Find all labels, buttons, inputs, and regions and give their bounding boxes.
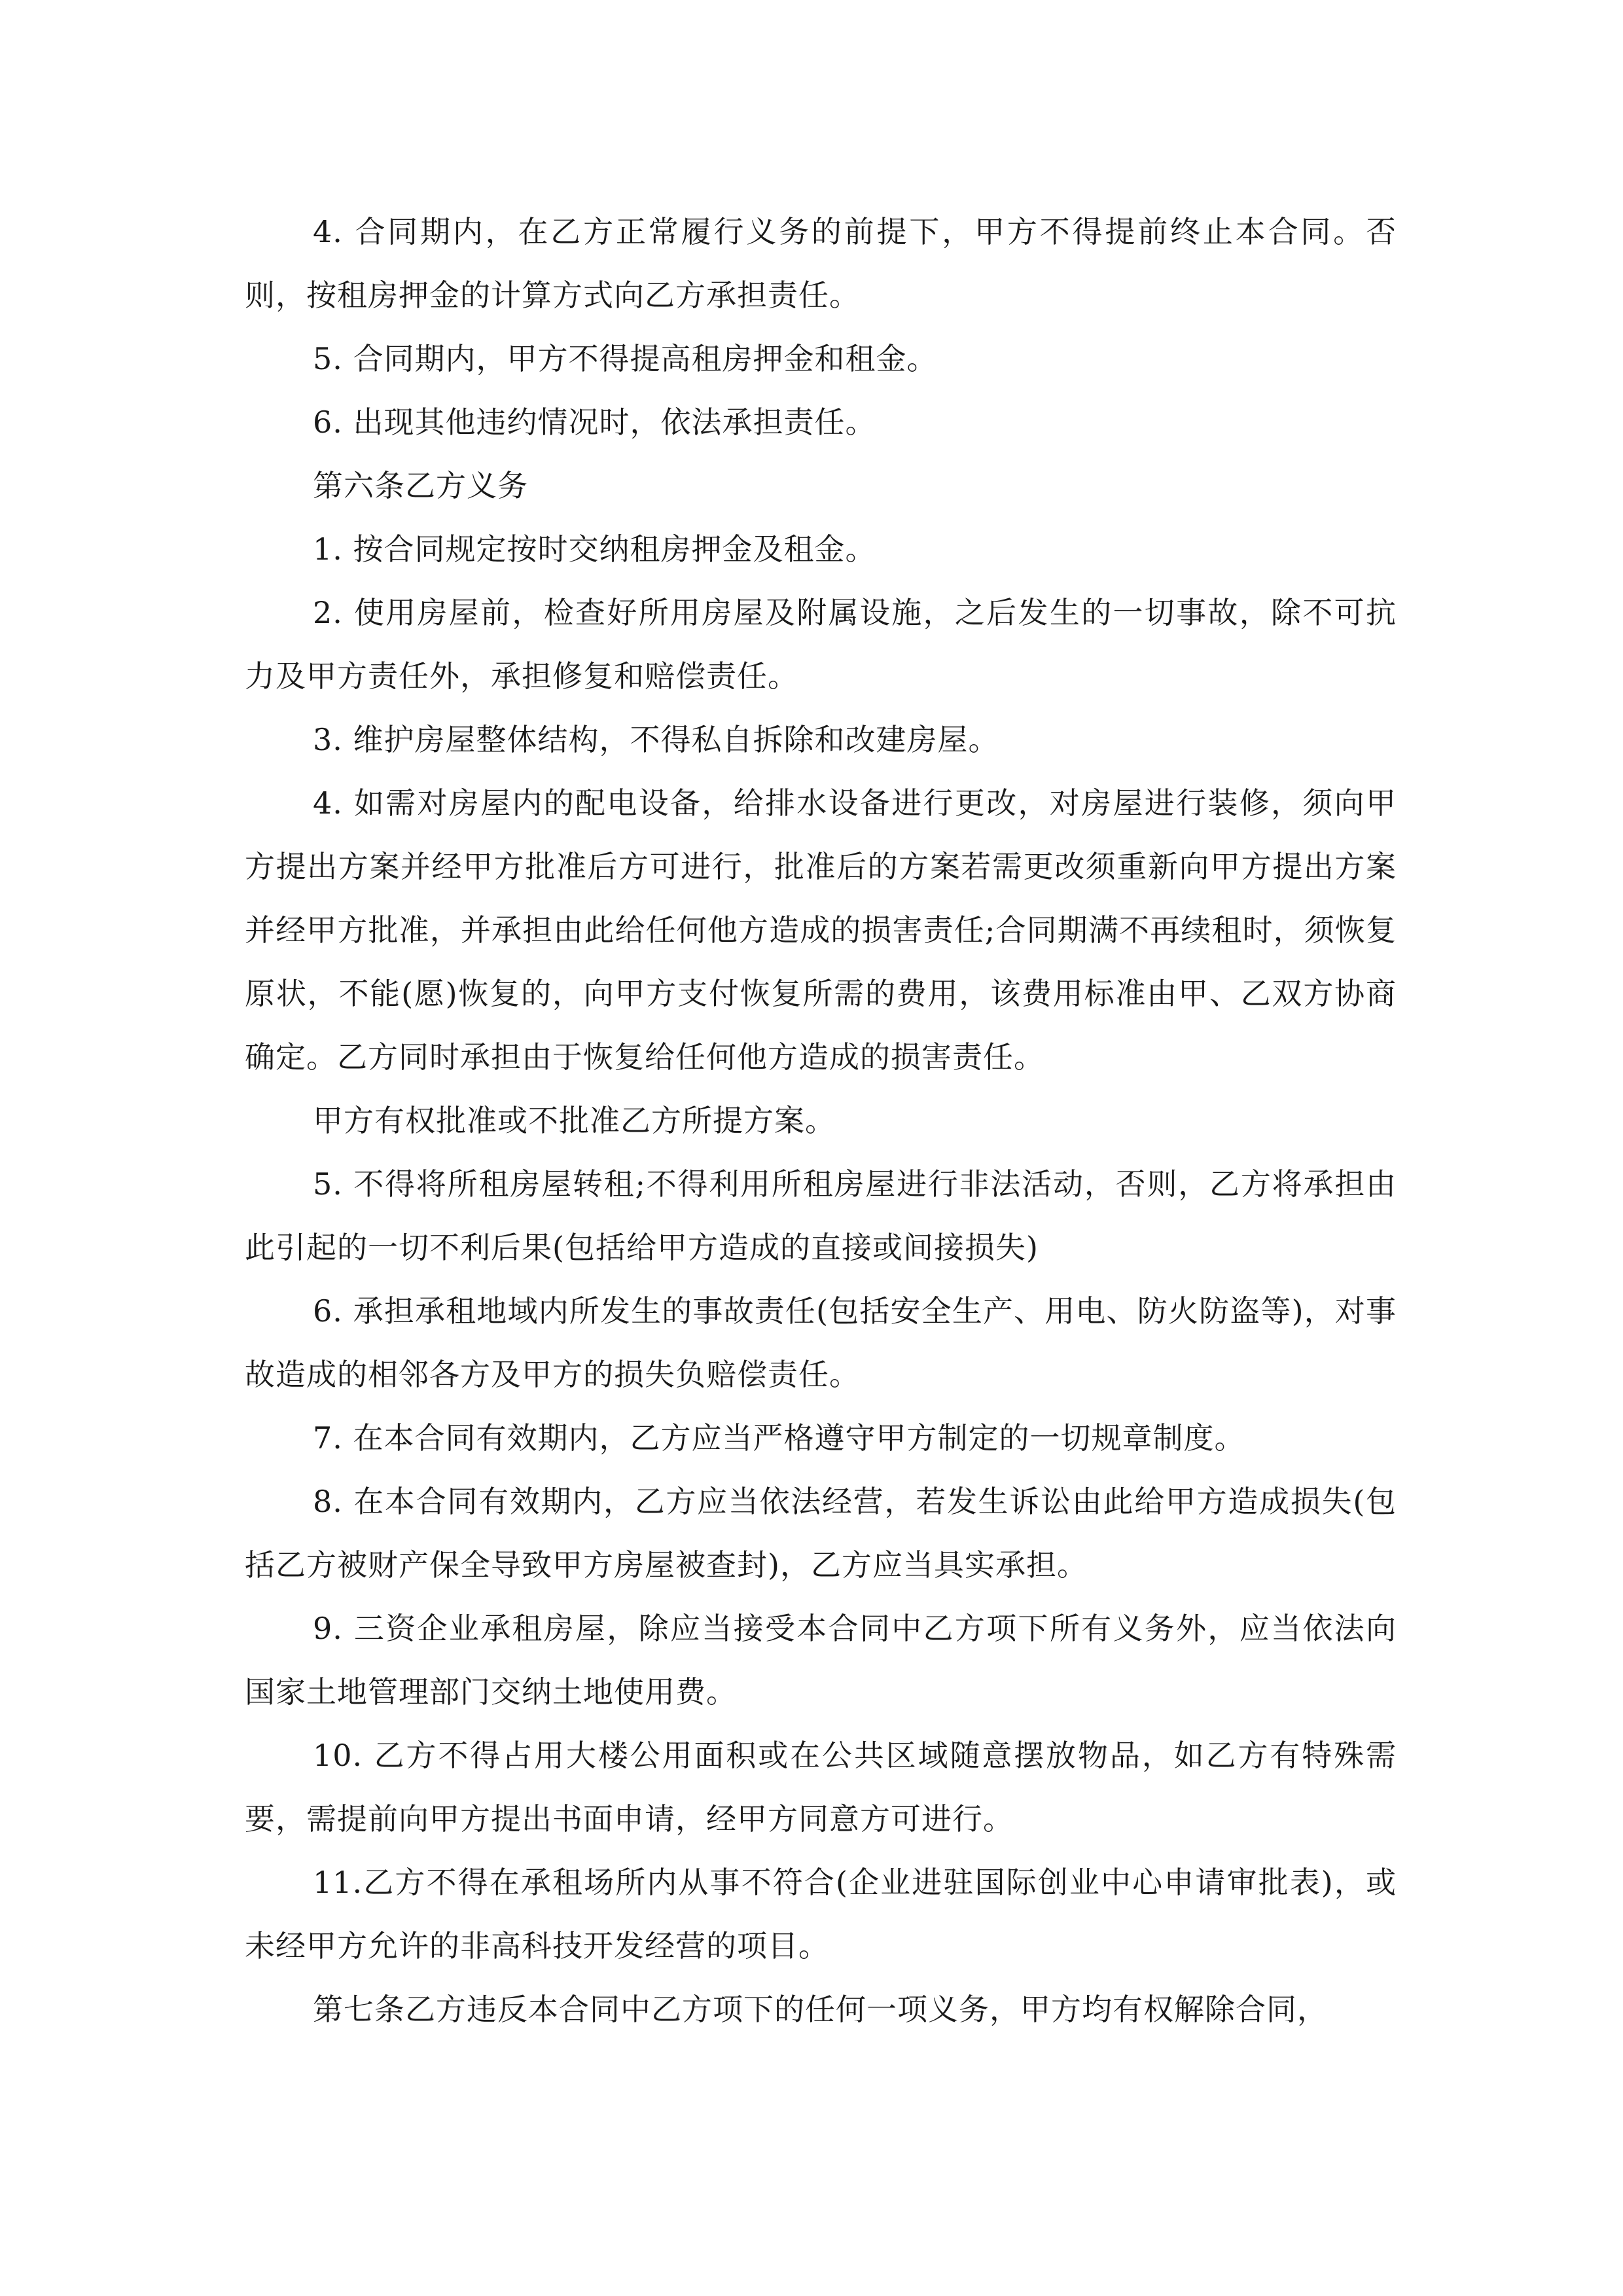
paragraph-alteration-approval: 4. 如需对房屋内的配电设备，给排水设备进行更改，对房屋进行装修，须向甲方提出方案并经甲方批准后方可进行，批准后的方案若需更改须重新向甲方提出方案并经甲方批准，并承担由此给任何他方造成的损害责任;合同期满不再续租时，须恢复原状，不能(愿)恢复的，向甲方支付恢复所需的费用，该费用标准由甲、乙双方协商确定。乙方同时承担由于恢复给任何他方造成的损害责任。 <box>245 785 1397 1075</box>
paragraph-accident-liability: 6. 承担承租地域内所发生的事故责任(包括安全生产、用电、防火防盗等)，对事故造成的相邻各方及甲方的损失负赔偿责任。 <box>245 1293 1397 1392</box>
paragraph-no-rent-increase: 5. 合同期内，甲方不得提高租房押金和租金。 <box>313 341 938 376</box>
paragraph-lessor-approval-right: 甲方有权批准或不批准乙方所提方案。 <box>313 1103 836 1138</box>
paragraph-no-sublease: 5. 不得将所租房屋转租;不得利用所租房屋进行非法活动，否则，乙方将承担由此引起的一切不利后果(包括给甲方造成的直接或间接损失) <box>245 1166 1397 1265</box>
section-heading-article-6: 第六条乙方义务 <box>313 468 528 503</box>
section-heading-article-7: 第七条乙方违反本合同中乙方项下的任何一项义务，甲方均有权解除合同， <box>313 1992 1328 2027</box>
paragraph-comply-rules: 7. 在本合同有效期内，乙方应当严格遵守甲方制定的一切规章制度。 <box>313 1420 1245 1456</box>
paragraph-foreign-enterprise-land-fee: 9. 三资企业承租房屋，除应当接受本合同中乙方项下所有义务外，应当依法向国家土地管理部门交纳土地使用费。 <box>245 1611 1397 1710</box>
paragraph-lawful-operation: 8. 在本合同有效期内，乙方应当依法经营，若发生诉讼由此给甲方造成损失(包括乙方被财产保全导致甲方房屋被查封)，乙方应当具实承担。 <box>245 1484 1397 1583</box>
paragraph-public-area-use: 10. 乙方不得占用大楼公用面积或在公共区域随意摆放物品，如乙方有特殊需要，需提前向甲方提出书面申请，经甲方同意方可进行。 <box>245 1738 1397 1837</box>
paragraph-other-breach: 6. 出现其他违约情况时，依法承担责任。 <box>313 404 876 440</box>
document-body <box>245 200 1397 2041</box>
paragraph-lessor-no-early-termination: 4. 合同期内，在乙方正常履行义务的前提下，甲方不得提前终止本合同。否则，按租房押金的计算方式向乙方承担责任。 <box>245 214 1397 313</box>
paragraph-maintain-structure: 3. 维护房屋整体结构，不得私自拆除和改建房屋。 <box>313 722 999 757</box>
paragraph-permitted-business: 11.乙方不得在承租场所内从事不符合(企业进驻国际创业中心申请审批表)，或未经甲方允许的非高科技开发经营的项目。 <box>245 1865 1397 1964</box>
paragraph-pay-deposit-rent: 1. 按合同规定按时交纳租房押金及租金。 <box>313 531 876 567</box>
paragraph-inspect-premises: 2. 使用房屋前，检查好所用房屋及附属设施，之后发生的一切事故，除不可抗力及甲方责任外，承担修复和赔偿责任。 <box>245 595 1397 694</box>
